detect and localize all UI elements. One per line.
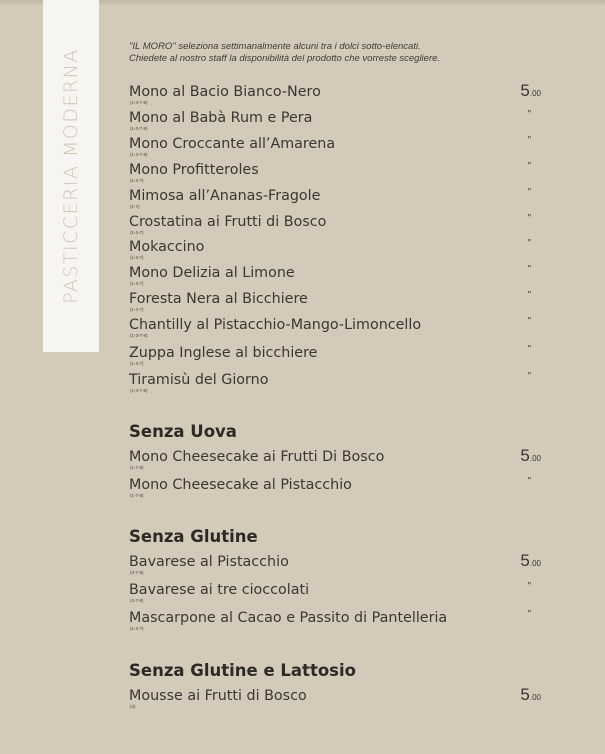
menu-item <box>129 551 541 578</box>
item-name: Mono al Bacio Bianco-Nero <box>129 84 321 100</box>
item-name: Foresta Nera al Bicchiere <box>129 291 308 307</box>
allergen-code: (1-3-7-8) <box>130 333 148 338</box>
allergen-code: (1-3-7) <box>130 178 144 183</box>
menu-item <box>129 685 541 712</box>
item-name: Crostatina ai Frutti di Bosco <box>129 214 327 230</box>
intro-note <box>129 41 549 65</box>
sidebar-label <box>43 0 99 352</box>
menu-item <box>129 446 541 473</box>
item-name: Bavarese ai tre cioccolati <box>129 582 310 598</box>
sidebar-label-text: PASTICCERIA MODERNA <box>60 48 82 304</box>
allergen-code: (1-3-7) <box>130 255 144 260</box>
item-name: Mono Croccante all’Amarena <box>129 136 336 152</box>
menu-item <box>129 291 541 315</box>
price-euros: 5 <box>520 551 530 570</box>
price-cents: .00 <box>529 454 541 463</box>
item-price <box>520 81 541 101</box>
menu-item <box>129 239 541 263</box>
menu-item <box>129 372 541 396</box>
allergen-code: (1-3-7) <box>130 361 144 366</box>
item-name: Mono Cheesecake al Pistacchio <box>129 477 352 493</box>
sidebar-tab <box>43 0 99 352</box>
allergen-code: (1-7-8) <box>130 493 144 498</box>
item-name: Mokaccino <box>129 239 205 255</box>
allergen-code: (3) <box>130 704 136 709</box>
allergen-code: (1-3-7-8) <box>130 152 148 157</box>
menu-item <box>129 136 541 160</box>
ditto-mark: " <box>527 476 531 487</box>
ditto-mark: " <box>527 187 531 198</box>
item-name: Mono al Babà Rum e Pera <box>129 110 313 126</box>
allergen-code: (1-3-7-8) <box>130 100 148 105</box>
menu-item <box>129 110 541 134</box>
item-name: Mono Profitteroles <box>129 162 259 178</box>
ditto-mark: " <box>527 109 531 120</box>
price-cents: .00 <box>529 693 541 702</box>
ditto-mark: " <box>527 290 531 301</box>
item-price <box>520 685 541 705</box>
menu-item <box>129 162 541 186</box>
price-cents: .00 <box>529 89 541 98</box>
ditto-mark: " <box>527 264 531 275</box>
price-euros: 5 <box>520 81 530 100</box>
section-title: Senza Uova <box>129 422 237 441</box>
item-name: Mousse ai Frutti di Bosco <box>129 688 307 704</box>
menu-item <box>129 582 541 606</box>
price-euros: 5 <box>520 446 530 465</box>
ditto-mark: " <box>527 213 531 224</box>
allergen-code: (1-3-7-8) <box>130 126 148 131</box>
item-price <box>520 551 541 571</box>
item-name: Chantilly al Pistacchio-Mango-Limoncello <box>129 317 422 333</box>
ditto-mark: " <box>527 238 531 249</box>
ditto-mark: " <box>527 371 531 382</box>
menu-item <box>129 610 541 634</box>
allergen-code: (1-3-7) <box>130 307 144 312</box>
menu-item <box>129 345 541 369</box>
ditto-mark: " <box>527 161 531 172</box>
price-cents: .00 <box>529 559 541 568</box>
allergen-code: (1-3-7-8) <box>130 388 148 393</box>
allergen-code: (1-7-8) <box>130 465 144 470</box>
intro-line-2: Chiedete al nostro staff la disponibilità del prodotto che vorreste scegliere. <box>129 53 441 64</box>
section-title: Senza Glutine e Lattosio <box>129 661 356 680</box>
allergen-code: (1-3-7) <box>130 230 144 235</box>
allergen-code: (3-7-8) <box>130 570 144 575</box>
allergen-code: (1-3-7) <box>130 626 144 631</box>
ditto-mark: " <box>527 344 531 355</box>
ditto-mark: " <box>527 581 531 592</box>
item-name: Mono Delizia al Limone <box>129 265 295 281</box>
allergen-code: (1-7) <box>130 204 140 209</box>
menu-item <box>129 317 541 341</box>
menu-item <box>129 265 541 289</box>
allergen-code: (1-3-7) <box>130 281 144 286</box>
ditto-mark: " <box>527 135 531 146</box>
item-price <box>520 446 541 466</box>
item-name: Mono Cheesecake ai Frutti Di Bosco <box>129 449 385 465</box>
section-title: Senza Glutine <box>129 527 258 546</box>
ditto-mark: " <box>527 316 531 327</box>
menu-item <box>129 214 541 238</box>
item-name: Bavarese al Pistacchio <box>129 554 289 570</box>
item-name: Tiramisù del Giorno <box>129 372 269 388</box>
ditto-mark: " <box>527 609 531 620</box>
item-name: Zuppa Inglese al bicchiere <box>129 345 318 361</box>
item-name: Mimosa all’Ananas-Fragole <box>129 188 321 204</box>
menu-item <box>129 81 541 108</box>
intro-line-1: "IL MORO" seleziona settimanalmente alcuni tra i dolci sotto-elencati. <box>129 41 421 52</box>
item-name: Mascarpone al Cacao e Passito di Pantelleria <box>129 610 448 626</box>
price-euros: 5 <box>520 685 530 704</box>
allergen-code: (3-7-8) <box>130 598 144 603</box>
menu-item <box>129 188 541 212</box>
menu-item <box>129 477 541 501</box>
